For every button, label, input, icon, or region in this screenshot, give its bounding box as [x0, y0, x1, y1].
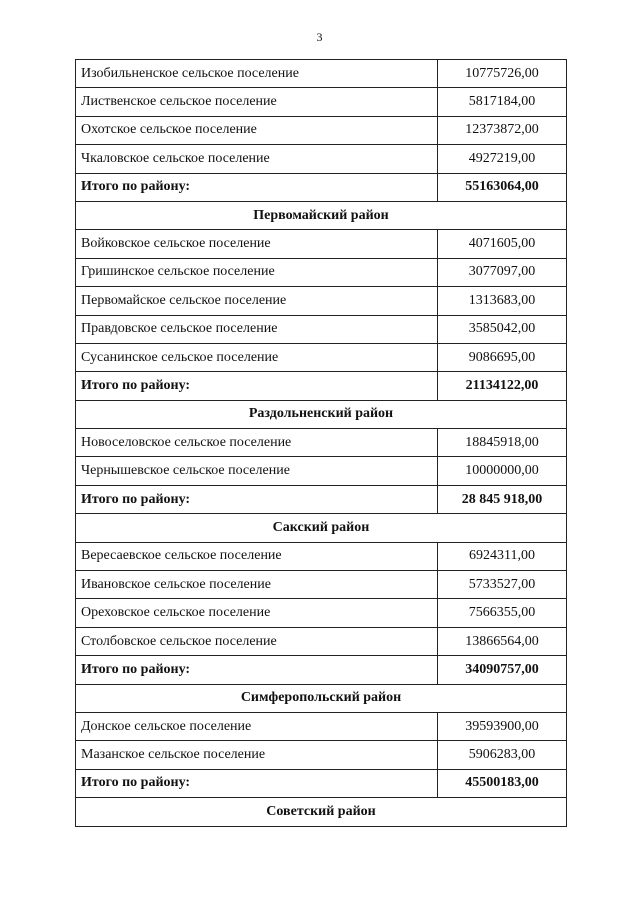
settlement-amount: 13866564,00	[438, 627, 567, 655]
total-amount: 55163064,00	[438, 173, 567, 201]
settlement-amount: 3585042,00	[438, 315, 567, 343]
settlement-amount: 5733527,00	[438, 571, 567, 599]
settlement-amount: 3077097,00	[438, 258, 567, 286]
settlement-amount: 5817184,00	[438, 88, 567, 116]
settlement-name: Гришинское сельское поселение	[76, 258, 438, 286]
page-number: 3	[316, 30, 323, 44]
settlement-row	[76, 542, 567, 570]
district-name: Раздольненский район	[76, 400, 567, 428]
settlement-row	[76, 343, 567, 371]
settlement-name: Сусанинское сельское поселение	[76, 343, 438, 371]
settlement-amount: 6924311,00	[438, 542, 567, 570]
district-header-row	[76, 798, 567, 826]
settlement-name: Мазанское сельское поселение	[76, 741, 438, 769]
settlement-name: Ивановское сельское поселение	[76, 571, 438, 599]
settlement-name: Ореховское сельское поселение	[76, 599, 438, 627]
district-header-row	[76, 201, 567, 229]
settlement-row	[76, 741, 567, 769]
settlement-amount: 12373872,00	[438, 116, 567, 144]
district-total-row	[76, 485, 567, 513]
district-header-row	[76, 684, 567, 712]
settlement-row	[76, 88, 567, 116]
settlement-name: Лиственское сельское поселение	[76, 88, 438, 116]
total-label: Итого по району:	[76, 485, 438, 513]
settlement-row	[76, 287, 567, 315]
district-total-row	[76, 372, 567, 400]
district-name: Первомайский район	[76, 201, 567, 229]
district-header-row	[76, 400, 567, 428]
district-total-row	[76, 769, 567, 797]
settlement-name: Чернышевское сельское поселение	[76, 457, 438, 485]
settlement-name: Войковское сельское поселение	[76, 230, 438, 258]
settlement-name: Охотское сельское поселение	[76, 116, 438, 144]
settlement-amount: 4071605,00	[438, 230, 567, 258]
district-header-row	[76, 514, 567, 542]
settlement-row	[76, 429, 567, 457]
district-name: Советский район	[76, 798, 567, 826]
settlement-amount: 10000000,00	[438, 457, 567, 485]
settlement-amount: 18845918,00	[438, 429, 567, 457]
total-label: Итого по району:	[76, 173, 438, 201]
settlement-row	[76, 571, 567, 599]
settlement-name: Столбовское сельское поселение	[76, 627, 438, 655]
settlement-amount: 39593900,00	[438, 712, 567, 740]
settlement-row	[76, 258, 567, 286]
settlement-row	[76, 116, 567, 144]
settlement-name: Изобильненское сельское поселение	[76, 60, 438, 88]
settlement-row	[76, 60, 567, 88]
settlement-row	[76, 457, 567, 485]
settlement-row	[76, 627, 567, 655]
settlement-amount: 7566355,00	[438, 599, 567, 627]
settlement-row	[76, 712, 567, 740]
district-name: Симферопольский район	[76, 684, 567, 712]
total-amount: 21134122,00	[438, 372, 567, 400]
district-total-row	[76, 656, 567, 684]
settlement-row	[76, 145, 567, 173]
total-label: Итого по району:	[76, 656, 438, 684]
settlement-name: Новоселовское сельское поселение	[76, 429, 438, 457]
total-amount: 45500183,00	[438, 769, 567, 797]
total-label: Итого по району:	[76, 769, 438, 797]
budget-table	[75, 59, 567, 827]
total-label: Итого по району:	[76, 372, 438, 400]
settlement-amount: 5906283,00	[438, 741, 567, 769]
settlement-name: Правдовское сельское поселение	[76, 315, 438, 343]
settlement-amount: 10775726,00	[438, 60, 567, 88]
settlement-row	[76, 230, 567, 258]
settlement-row	[76, 315, 567, 343]
table-body	[76, 60, 567, 827]
total-amount: 28 845 918,00	[438, 485, 567, 513]
settlement-amount: 9086695,00	[438, 343, 567, 371]
settlement-name: Вересаевское сельское поселение	[76, 542, 438, 570]
district-total-row	[76, 173, 567, 201]
settlement-name: Донское сельское поселение	[76, 712, 438, 740]
settlement-name: Первомайское сельское поселение	[76, 287, 438, 315]
total-amount: 34090757,00	[438, 656, 567, 684]
settlement-amount: 1313683,00	[438, 287, 567, 315]
settlement-row	[76, 599, 567, 627]
settlement-name: Чкаловское сельское поселение	[76, 145, 438, 173]
settlement-amount: 4927219,00	[438, 145, 567, 173]
district-name: Сакский район	[76, 514, 567, 542]
